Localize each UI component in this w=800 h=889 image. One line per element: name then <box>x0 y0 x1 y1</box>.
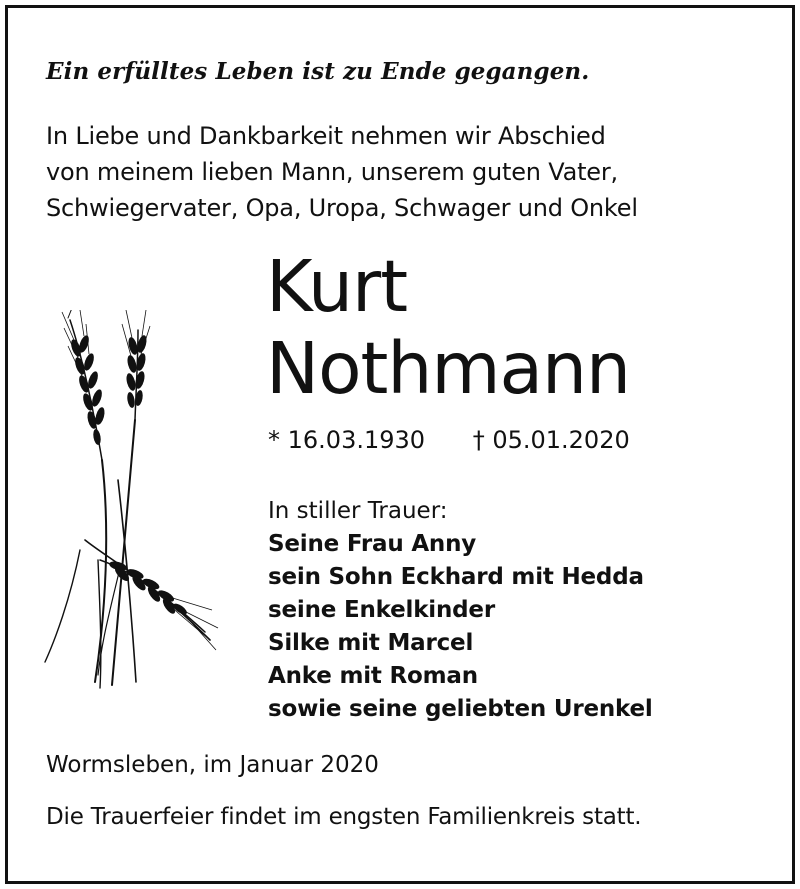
first-name: Kurt <box>266 245 408 328</box>
wheat-ears-icon <box>40 310 220 690</box>
motto: Ein erfülltes Leben ist zu Ende gegangen. <box>46 58 590 85</box>
last-name: Nothmann <box>266 327 631 410</box>
deceased-name <box>266 246 630 410</box>
mourner: sein Sohn Eckhard mit Hedda <box>268 564 644 590</box>
intro-text <box>46 118 638 226</box>
intro-line: Schwiegervater, Opa, Uropa, Schwager und Onkel <box>46 194 638 222</box>
life-dates <box>268 426 630 454</box>
death-date: † 05.01.2020 <box>472 426 630 454</box>
funeral-note: Die Trauerfeier findet im engsten Familienkreis statt. <box>46 804 642 830</box>
place-date: Wormsleben, im Januar 2020 <box>46 752 379 778</box>
mourner: Silke mit Marcel <box>268 630 474 656</box>
intro-line: von meinem lieben Mann, unserem guten Vater, <box>46 158 618 186</box>
mourner: sowie seine geliebten Urenkel <box>268 696 653 722</box>
mourner: Seine Frau Anny <box>268 531 477 557</box>
mourning-label: In stiller Trauer: <box>268 498 448 524</box>
birth-date: * 16.03.1930 <box>268 426 426 454</box>
intro-line: In Liebe und Dankbarkeit nehmen wir Abschied <box>46 122 606 150</box>
mourner: Anke mit Roman <box>268 663 478 689</box>
mourner: seine Enkelkinder <box>268 597 495 623</box>
mourners-block <box>268 495 653 726</box>
